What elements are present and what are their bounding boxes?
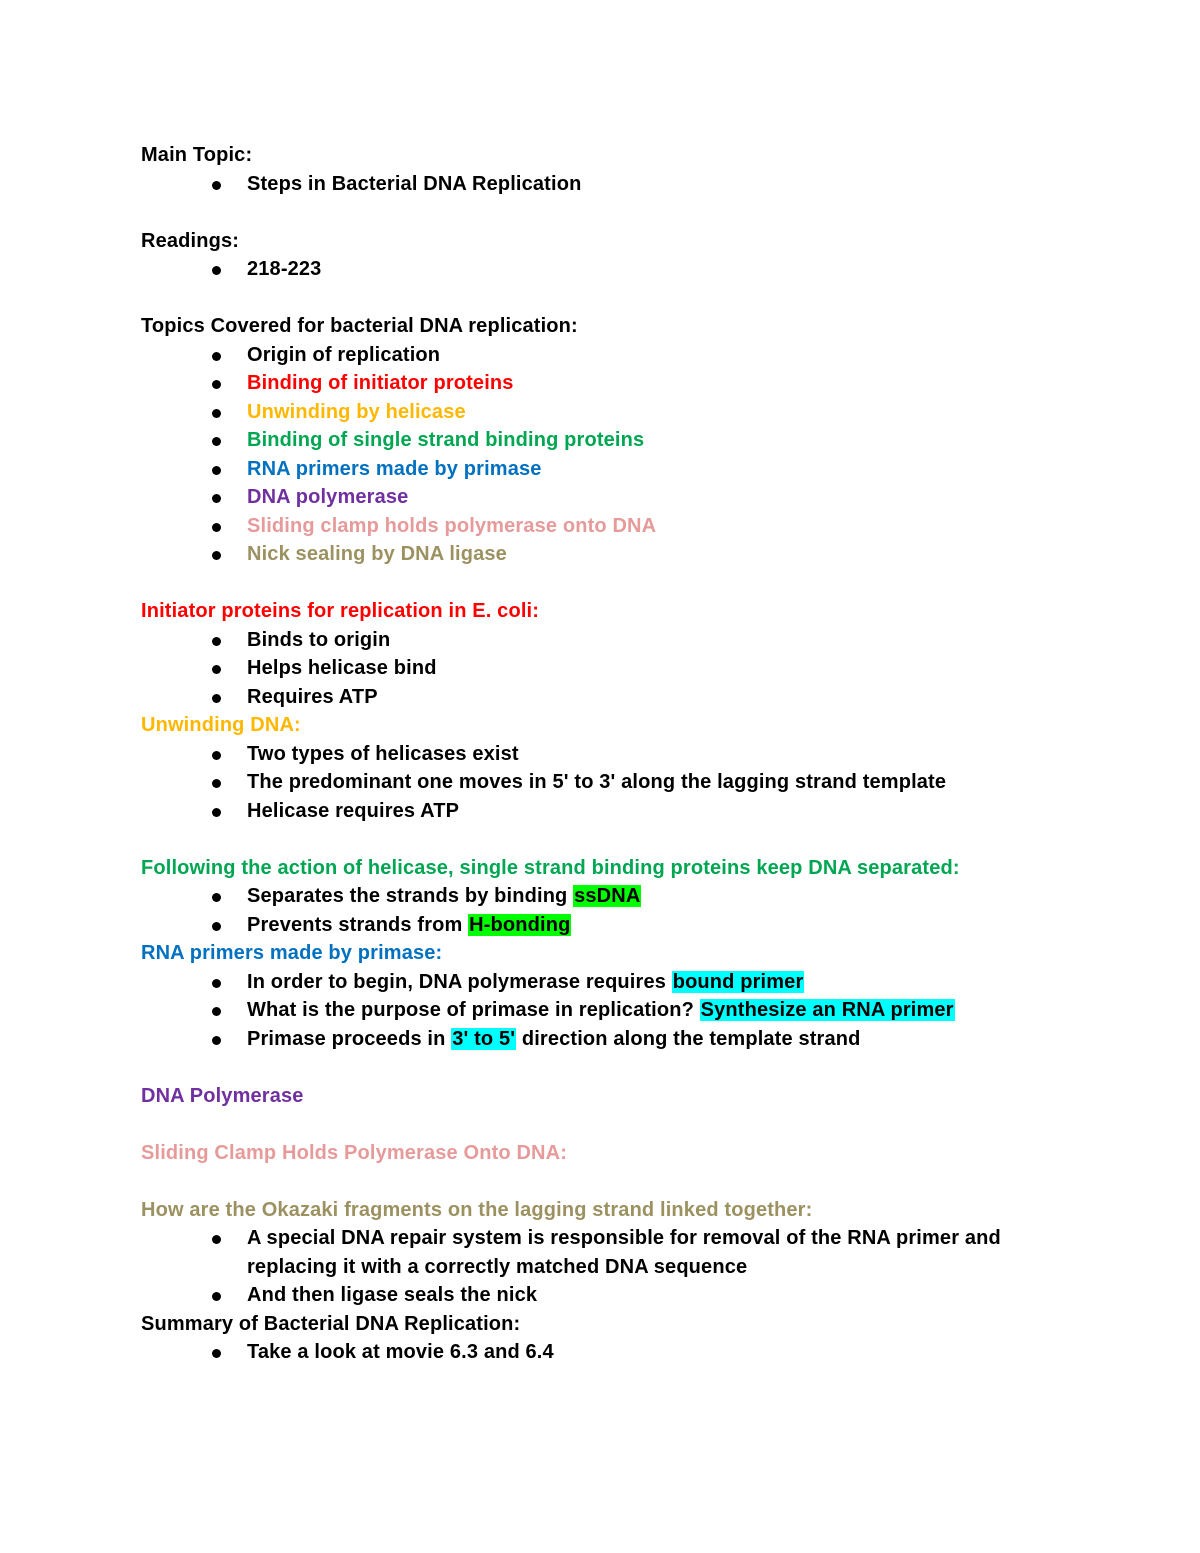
bullet-icon — [212, 751, 221, 760]
section-heading: Summary of Bacterial DNA Replication: — [141, 1312, 521, 1335]
bullet-icon — [212, 466, 221, 475]
section-heading: Topics Covered for bacterial DNA replication: — [141, 315, 578, 337]
highlighted-text: H-bonding — [469, 913, 571, 936]
list-item — [141, 768, 1081, 797]
list-item-text: Primase proceeds in — [247, 1027, 452, 1050]
notes-body — [141, 141, 1081, 1367]
bullet-icon — [212, 1349, 221, 1358]
list-item — [141, 882, 1081, 911]
list-item-text: Unwinding by helicase — [247, 400, 466, 423]
blank-line — [141, 825, 1081, 854]
blank-line — [141, 284, 1081, 313]
list-item — [141, 426, 1081, 455]
section-heading: RNA primers made by primase: — [141, 942, 443, 964]
list-item — [141, 369, 1081, 398]
bullet-icon — [212, 922, 221, 931]
list-item — [141, 1224, 1081, 1281]
bullet-icon — [212, 352, 221, 361]
list-item — [141, 683, 1081, 712]
section-heading: Unwinding DNA: — [141, 714, 301, 736]
bullet-icon — [212, 1292, 221, 1301]
highlighted-text: 3' to 5' — [452, 1027, 516, 1050]
section-heading: Following the action of helicase, single strand binding proteins keep DNA separated: — [141, 856, 960, 879]
list-item-text: replacing it with a correctly matched DNA sequence — [247, 1255, 748, 1278]
list-item — [141, 170, 1081, 199]
list-item — [141, 483, 1081, 512]
list-item-text: Requires ATP — [247, 685, 378, 708]
highlighted-text: ssDNA — [574, 885, 641, 907]
bullet-icon — [212, 1235, 221, 1244]
bullet-icon — [212, 551, 221, 560]
blank-line — [141, 1110, 1081, 1139]
blank-line — [141, 1167, 1081, 1196]
section-heading: Main Topic: — [141, 144, 253, 166]
bullet-icon — [212, 380, 221, 389]
list-item — [141, 740, 1081, 769]
list-item-text: RNA primers made by primase — [247, 457, 542, 480]
list-item — [141, 1025, 1081, 1054]
list-item-text: direction along the template strand — [516, 1027, 861, 1050]
list-item — [141, 341, 1081, 370]
bullet-icon — [212, 808, 221, 817]
list-item — [141, 996, 1081, 1025]
list-item-text: DNA polymerase — [247, 486, 409, 508]
highlighted-text: Synthesize an RNA primer — [700, 999, 954, 1021]
list-item-text: Two types of helicases exist — [247, 742, 519, 765]
section-heading: How are the Okazaki fragments on the lagging strand linked together: — [141, 1198, 813, 1221]
bullet-icon — [212, 523, 221, 532]
bullet-icon — [212, 779, 221, 788]
bullet-icon — [212, 979, 221, 988]
bullet-icon — [212, 665, 221, 674]
highlighted-text: bound primer — [672, 970, 804, 993]
bullet-icon — [212, 181, 221, 190]
bullet-icon — [212, 494, 221, 503]
list-item — [141, 1281, 1081, 1310]
list-item — [141, 1338, 1081, 1367]
list-item-text: The predominant one moves in 5' to 3' along the lagging strand template — [247, 771, 947, 793]
bullet-icon — [212, 409, 221, 418]
bullet-icon — [212, 1036, 221, 1045]
list-item — [141, 512, 1081, 541]
list-item-text: A special DNA repair system is responsible for removal of the RNA primer and — [247, 1227, 1001, 1249]
list-item-text: Steps in Bacterial DNA Replication — [247, 172, 582, 195]
list-item-text: 218-223 — [247, 258, 322, 280]
section-heading: Initiator proteins for replication in E. coli: — [141, 600, 540, 622]
list-item — [141, 797, 1081, 826]
bullet-icon — [212, 437, 221, 446]
list-item-text: Take a look at movie 6.3 and 6.4 — [247, 1341, 554, 1363]
section-heading: Sliding Clamp Holds Polymerase Onto DNA: — [141, 1141, 568, 1164]
bullet-icon — [212, 694, 221, 703]
bullet-icon — [212, 1007, 221, 1016]
list-item-text: Helps helicase bind — [247, 657, 437, 679]
list-item-text: Binding of single strand binding proteins — [247, 429, 645, 451]
list-item-text: In order to begin, DNA polymerase requires — [247, 970, 672, 993]
bullet-icon — [212, 893, 221, 902]
bullet-icon — [212, 637, 221, 646]
blank-line — [141, 569, 1081, 598]
list-item — [141, 398, 1081, 427]
list-item — [141, 540, 1081, 569]
list-item — [141, 255, 1081, 284]
list-item-text: Nick sealing by DNA ligase — [247, 543, 507, 565]
list-item — [141, 911, 1081, 940]
list-item — [141, 968, 1081, 997]
blank-line — [141, 1053, 1081, 1082]
list-item-text: Prevents strands from — [247, 913, 469, 936]
list-item-text: Binds to origin — [247, 628, 391, 651]
list-item-text: Binding of initiator proteins — [247, 372, 514, 394]
blank-line — [141, 198, 1081, 227]
list-item — [141, 654, 1081, 683]
list-item-text: Separates the strands by binding — [247, 885, 574, 907]
bullet-icon — [212, 266, 221, 275]
section-heading: DNA Polymerase — [141, 1084, 304, 1107]
list-item — [141, 626, 1081, 655]
section-heading: Readings: — [141, 229, 240, 252]
list-item — [141, 455, 1081, 484]
list-item-text: What is the purpose of primase in replication? — [247, 999, 700, 1021]
list-item-text: Sliding clamp holds polymerase onto DNA — [247, 514, 657, 537]
list-item-text: Helicase requires ATP — [247, 799, 460, 822]
list-item-text: And then ligase seals the nick — [247, 1284, 538, 1306]
list-item-text: Origin of replication — [247, 343, 441, 366]
